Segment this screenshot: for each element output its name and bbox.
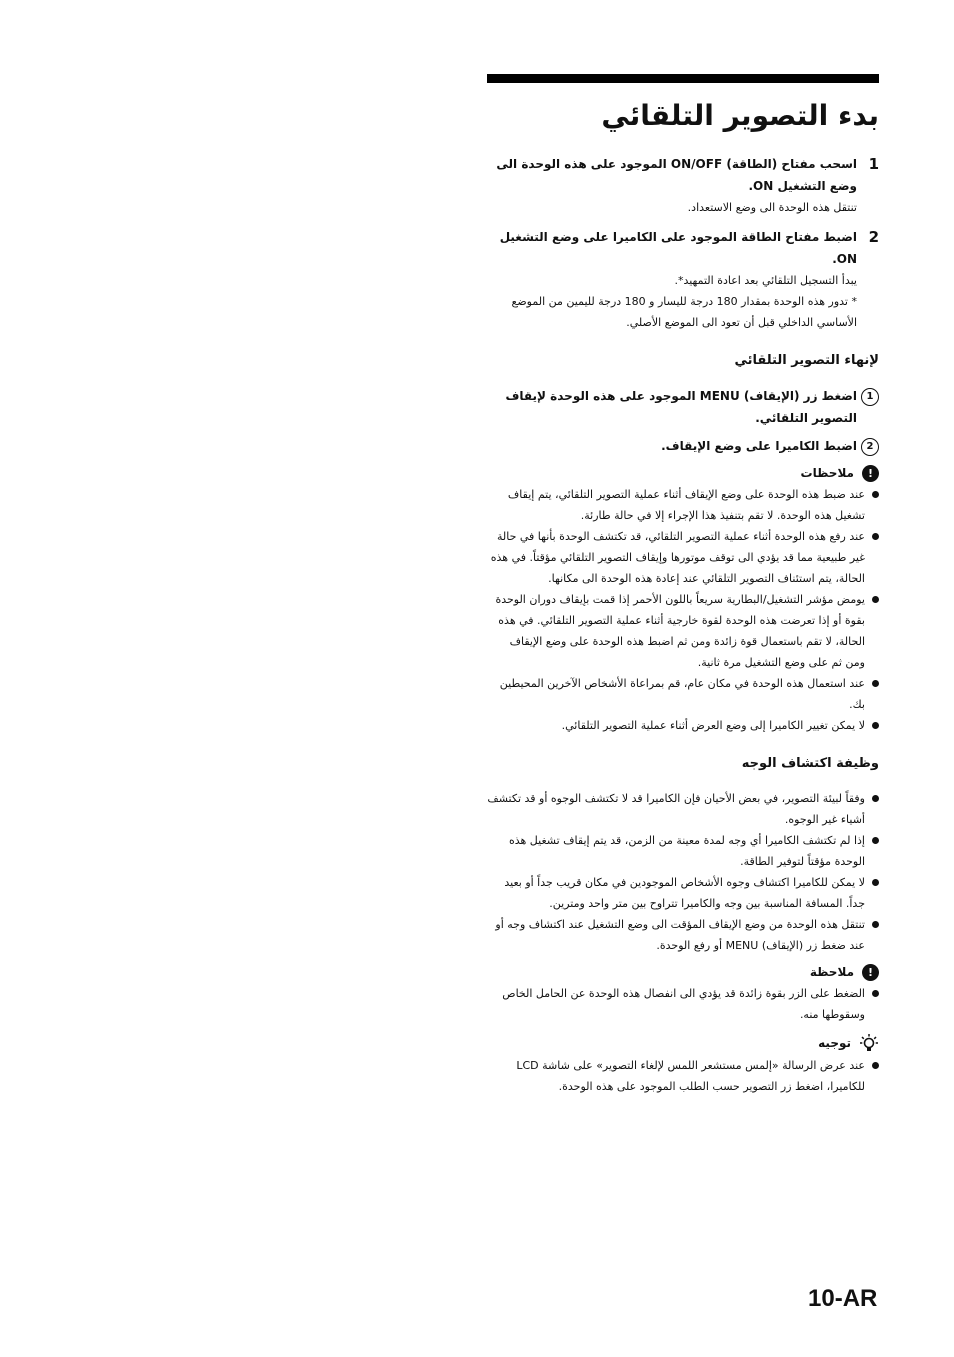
list-item: يومض مؤشر التشغيل/البطارية سريعاً باللون الأحمر إذا قمت بإيقاف دوران الوحدة بقوة أو إذا تعرضت هذه الوحدة لقوة خارجية أثناء عملية التصوير التلقائي. في هذه الحالة، لا تقم باستعمال قوة زائدة ومن ثم اضبط هذه الوحدة على وضع الإيقاف ومن ثم على وضع التشغيل مرة ثانية. (487, 589, 865, 673)
step-result: يبدأ التسجيل التلقائي بعد اعادة التمهيد*. (674, 273, 857, 287)
list-item: الضغط على الزر بقوة زائدة قد يؤدي الى انفصال هذه الوحدة عن الحامل الخاص وسقوطها منه. (487, 983, 865, 1025)
note-label: ملاحظة (809, 965, 854, 980)
list-item: تنتقل هذه الوحدة من وضع الإيقاف المؤقت الى وضع التشغيل عند اكتشاف وجه أو عند ضغط زر (الإيقاف) MENU أو رفع الوحدة. (487, 914, 865, 956)
step-result: تنتقل هذه الوحدة الى وضع الاستعداد. (687, 200, 857, 214)
tip-label: توجيه (818, 1035, 851, 1050)
end-item-text: اضغط زر (الإيقاف) MENU الموجود على هذه الوحدة لإيقاف التصوير التلقائي. (505, 388, 857, 425)
end-section-title: لإنهاء التصوير التلقائي (734, 352, 879, 368)
lightbulb-icon (859, 1033, 879, 1053)
face-list (487, 788, 879, 956)
list-item: عند استعمال هذه الوحدة في مكان عام، قم بمراعاة الأشخاص الآخرين المحيطين بك. (487, 673, 865, 715)
step-instruction: اضبط مفتاح الطاقة الموجود على الكاميرا على وضع التشغيل ON. (499, 229, 857, 266)
end-item-2 (487, 435, 879, 457)
section-title: بدء التصوير التلقائي (601, 99, 879, 132)
page-number: 10-AR (808, 1285, 878, 1312)
tip-header (487, 1033, 879, 1053)
caution-icon: ! (862, 465, 879, 482)
list-item: عند عرض الرسالة «إلمس مستشعر اللمس لإلغاء التصوير» على شاشة LCD للكاميرا، اضغط زر التصوير حسب الطلب الموجود على هذه الوحدة. (487, 1055, 865, 1097)
top-rule (487, 74, 879, 83)
circled-number: 2 (861, 438, 879, 456)
note-list (487, 983, 879, 1025)
step-footnote: * تدور هذه الوحدة بمقدار 180 درجة لليسار و 180 درجة لليمين من الموضع الأساسي الداخلي قبل أن تعود الى الموضع الأصلي. (511, 294, 857, 329)
end-item-1 (487, 385, 879, 429)
end-item-text: اضبط الكاميرا على وضع الإيقاف. (661, 438, 857, 453)
step-instruction: اسحب مفتاح (الطاقة) ON/OFF الموجود على هذه الوحدة الى وضع التشغيل ON. (496, 156, 857, 193)
caution-icon: ! (862, 964, 879, 981)
notes-list (487, 484, 879, 736)
step-number: 2 (868, 227, 879, 246)
list-item: لا يمكن للكاميرا اكتشاف وجوه الأشخاص الموجودين في مكان قريب جداً أو بعيد جداً. المسافة المناسبة بين وجه والكاميرا تتراوح بين متر واحد ومترين. (487, 872, 865, 914)
list-item: عند ضبط هذه الوحدة على وضع الإيقاف أثناء عملية التصوير التلقائي، يتم إيقاف تشغيل هذه الوحدة. لا تقم بتنفيذ هذا الإجراء إلا في حالة طارئة. (487, 484, 865, 526)
circled-number: 1 (861, 388, 879, 406)
step-2 (487, 226, 879, 333)
face-section-title: وظيفة اكتشاف الوجه (741, 755, 879, 771)
notes-header (487, 465, 879, 482)
notes-label: ملاحظات (800, 466, 854, 481)
content-column (487, 74, 879, 1097)
tip-list (487, 1055, 879, 1097)
list-item: وفقاً لبيئة التصوير، في بعض الأحيان فإن الكاميرا قد لا تكتشف الوجوه أو قد تكتشف أشياء غير الوجوه. (487, 788, 865, 830)
step-number: 1 (868, 154, 879, 173)
list-item: لا يمكن تغيير الكاميرا إلى وضع العرض أثناء عملية التصوير التلقائي. (487, 715, 865, 736)
step-1 (487, 153, 879, 218)
note-header (487, 964, 879, 981)
list-item: عند رفع هذه الوحدة أثناء عملية التصوير التلقائي، قد تكتشف الوحدة بأنها في حالة غير طبيعية مما قد يؤدي الى توقف موتورها وإيقاف التصوير التلقائي مؤقتاً. في هذه الحالة، يتم استئناف التصوير التلقائي عند إعادة هذه الوحدة الى مكانها. (487, 526, 865, 589)
list-item: إذا لم تكتشف الكاميرا أي وجه لمدة معينة من الزمن، قد يتم إيقاف تشغيل هذه الوحدة مؤقتاً لتوفير الطاقة. (487, 830, 865, 872)
